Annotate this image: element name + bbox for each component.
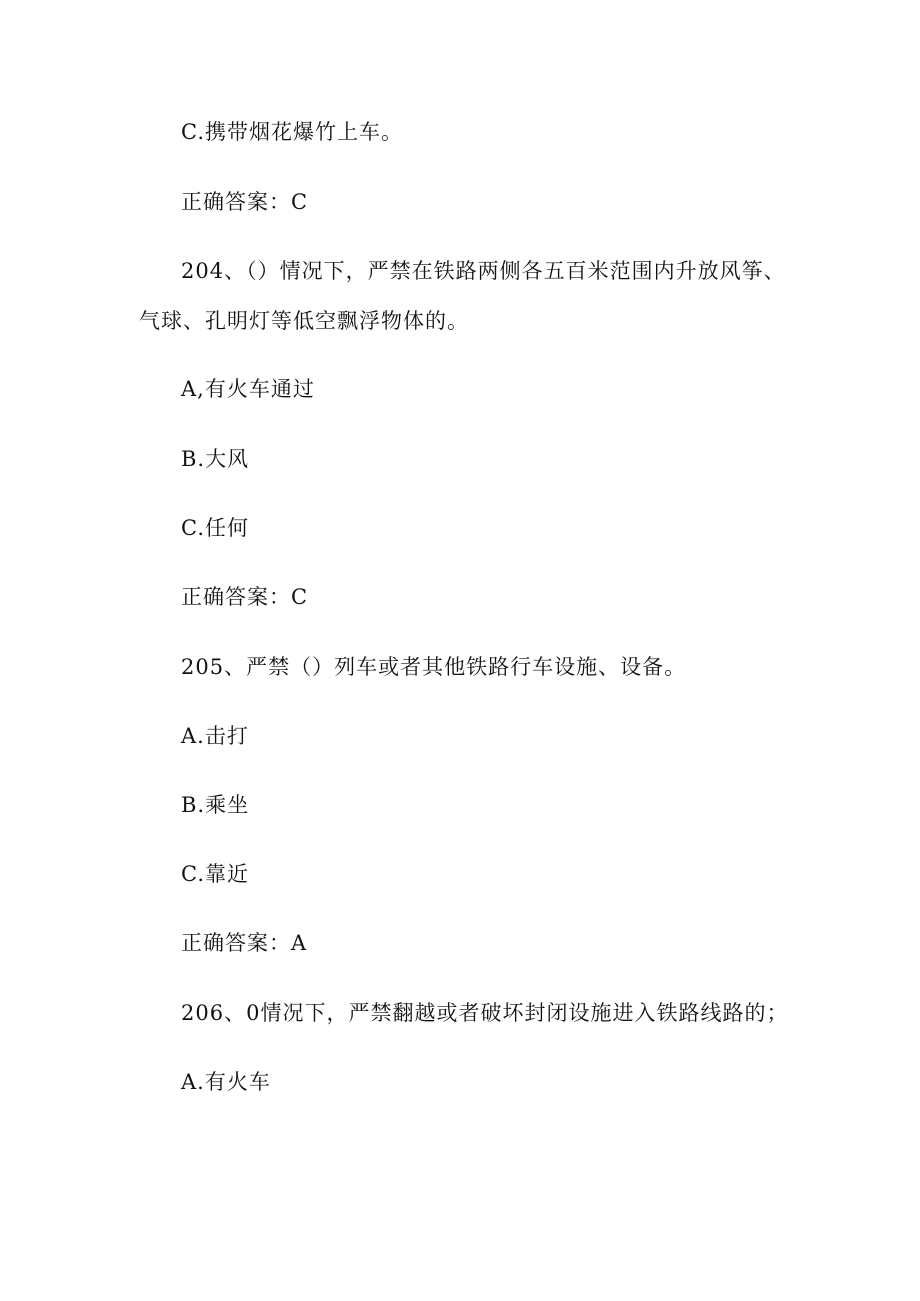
answer-204: 正确答案：C xyxy=(181,585,309,609)
option-204-b: B.大风 xyxy=(181,447,250,471)
question-204-line-1: 204、（）情况下，严禁在铁路两侧各五百米范围内升放风筝、 xyxy=(181,259,786,283)
question-204-line-2: 气球、孔明灯等低空飘浮物体的。 xyxy=(139,309,469,333)
question-206: 206、0情况下，严禁翻越或者破坏封闭设施进入铁路线路的； xyxy=(181,1001,789,1025)
option-204-c: C.任何 xyxy=(181,516,249,540)
option-205-a: A.击打 xyxy=(181,724,249,748)
answer-205: 正确答案：A xyxy=(181,931,308,955)
option-205-c: C.靠近 xyxy=(181,862,249,886)
answer-203: 正确答案：C xyxy=(181,190,309,214)
option-206-a: A.有火车 xyxy=(181,1070,271,1094)
option-c-prev: C.携带烟花爆竹上车。 xyxy=(181,120,403,144)
question-205: 205、严禁（）列车或者其他铁路行车设施、设备。 xyxy=(181,655,687,679)
option-205-b: B.乘坐 xyxy=(181,793,250,817)
option-204-a: A,有火车通过 xyxy=(181,377,315,401)
